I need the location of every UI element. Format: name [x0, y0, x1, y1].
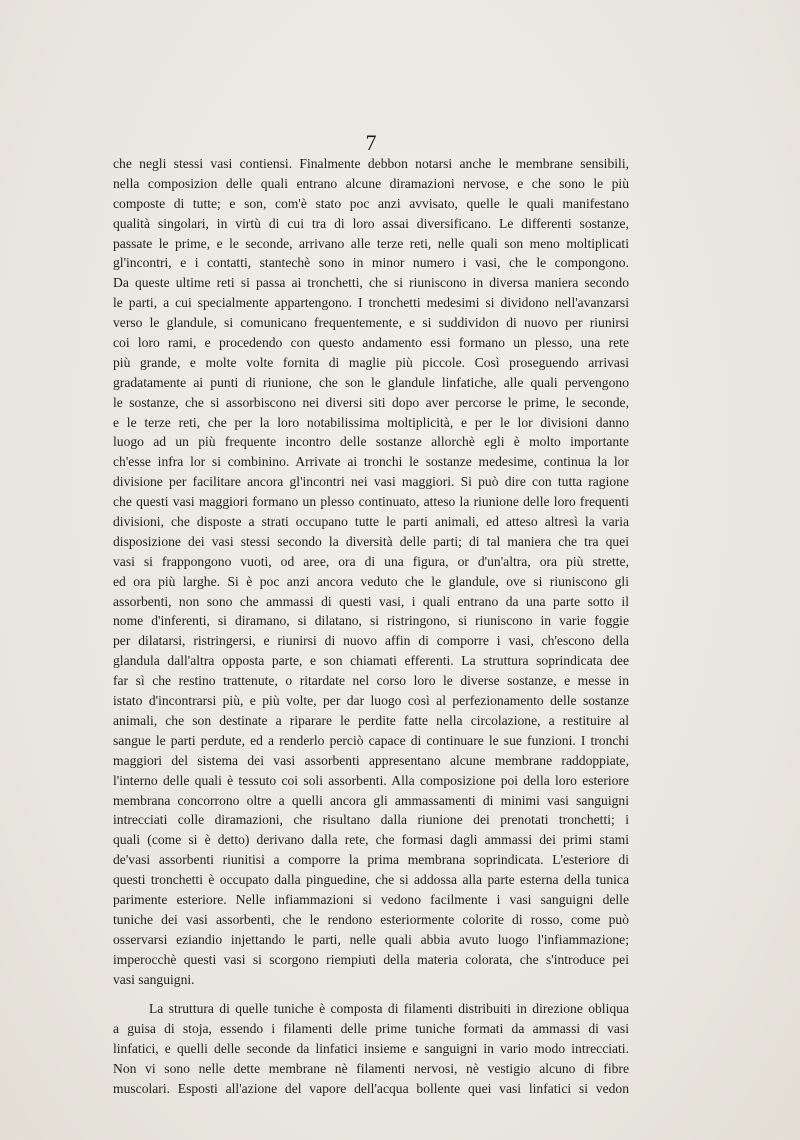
- text-line: far sì che restino trattenute, o ritardate nel corso loro le diverse sostanze, e messe in: [113, 673, 629, 689]
- text-line: verso le glandule, si comunicano frequentemente, e si suddividon di nuovo per riunirsi: [113, 315, 629, 331]
- text-line: ch'esse infra lor si combinino. Arrivate ai tronchi le sostanze medesime, continua la lor: [113, 454, 629, 470]
- text-line: intrecciati colle diramazioni, che risultano dalla riunione dei prenotati tronchetti; i: [113, 812, 629, 828]
- text-line: vasi sanguigni.: [113, 971, 195, 987]
- text-line: animali, che son destinate a riparare le perdite fatte nella circolazione, a restituire al: [113, 712, 629, 728]
- text-line: l'interno delle quali è tessuto coi soli assorbenti. Alla composizione poi della loro esteriore: [113, 772, 629, 788]
- text-line: nome d'inferenti, si diramano, si dilatano, si ristringono, si riuniscono in varie foggie: [113, 613, 629, 629]
- text-line: luogo ad un più frequente incontro delle sostanze allorchè egli è molto importante: [113, 434, 629, 450]
- paragraph: [113, 154, 629, 989]
- text-line: quali (come si è detto) derivano dalla rete, che formasi dagli ammassi dei primi stami: [113, 832, 629, 848]
- text-line: questi tronchetti è occupato dalla pinguedine, che si addossa alla parte esterna della tunica: [113, 872, 629, 888]
- text-line: muscolari. Esposti all'azione del vapore dell'acqua bollente quei vasi linfatici si vedon: [113, 1080, 629, 1096]
- text-line: divisione per facilitare ancora gl'incontri nei vasi maggiori. Si può dire con tutta ragione: [113, 474, 629, 490]
- body-text: [113, 154, 629, 1099]
- text-line: sangue le parti perdute, ed a renderlo perciò capace di continuare le sue funzioni. I tronchi: [113, 732, 629, 748]
- text-line: che questi vasi maggiori formano un plesso continuato, atteso la riunione delle loro frequenti: [113, 494, 629, 510]
- text-line: de'vasi assorbenti riunitisi a comporre la prima membrana soprindicata. L'esteriore di: [113, 852, 629, 868]
- text-line: disposizione dei vasi stessi secondo la diversità delle parti; di tal maniera che tra quei: [113, 533, 629, 549]
- text-line: divisioni, che disposte a strati occupano tutte le parti animali, ed atteso altresì la varia: [113, 514, 629, 530]
- text-line: gradatamente ai punti di riunione, che son le glandule linfatiche, alle quali pervengono: [113, 374, 629, 390]
- text-line: vasi si frappongono vuoti, od aree, ora di una figura, or d'un'altra, ora più strette,: [113, 553, 629, 569]
- text-line: le parti, a cui specialmente appartengono. I tronchetti medesimi si dividono nell'avanzarsi: [113, 295, 629, 311]
- paragraph-gap: [113, 989, 629, 999]
- text-line: ed ora più larghe. Si è poc anzi ancora veduto che le glandule, ove si riuniscono gli: [113, 573, 629, 589]
- text-line: le sostanze, che si assorbiscono nei diversi siti dopo aver percorse le prime, le seconde,: [113, 394, 629, 410]
- text-line: e le terze reti, che per la loro notabilissima moltiplicità, e per le lor divisioni danno: [113, 414, 629, 430]
- text-line: tuniche dei vasi assorbenti, che le rendono esteriormente colorite di rosso, come può: [113, 911, 629, 927]
- text-line: parimente esteriore. Nelle infiammazioni si vedono facilmente i vasi sanguigni delle: [113, 891, 629, 907]
- text-line: membrana concorrono oltre a quelli ancora gli ammassamenti di minimi vasi sanguigni: [113, 792, 629, 808]
- text-line: imperocchè questi vasi si scorgono riempiuti della materia colorata, che s'introduce pei: [113, 951, 629, 967]
- text-line: a guisa di stoja, essendo i filamenti delle prime tuniche formati da ammassi di vasi: [113, 1021, 629, 1037]
- text-line: La struttura di quelle tuniche è composta di filamenti distribuiti in direzione obliqua: [149, 1001, 629, 1017]
- text-line: passate le prime, e le seconde, arrivano alle terze reti, nelle quali son meno moltiplicati: [113, 235, 629, 251]
- text-line: Non vi sono nelle dette membrane nè filamenti nervosi, nè vestigio alcuno di fibre: [113, 1061, 629, 1077]
- text-line: Da queste ultime reti si passa ai tronchetti, che si riuniscono in diversa maniera secondo: [113, 275, 629, 291]
- text-line: composte di tutte; e son, com'è stato poc anzi avvisato, quelle le quali manifestano: [113, 195, 629, 211]
- text-line: istato d'incontrarsi più, e più volte, per dar luogo così al perfezionamento delle sostanze: [113, 693, 629, 709]
- text-line: linfatici, e quelli delle seconde da linfatici insieme e sanguigni in vario modo intrecciati.: [113, 1041, 629, 1057]
- text-line: glandula dall'altra opposta parte, e son chiamati efferenti. La struttura soprindicata dee: [113, 653, 629, 669]
- text-line: per dilatarsi, ristringersi, e riunirsi di nuovo affin di comporre i vasi, ch'escono della: [113, 633, 629, 649]
- text-line: osservarsi eziandio injettando le parti, nelle quali abbia avuto luogo l'infiammazione;: [113, 931, 629, 947]
- text-line: più grande, e molte volte fornita di maglie più piccole. Così proseguendo arrivasi: [113, 354, 629, 370]
- text-line: che negli stessi vasi contiensi. Finalmente debbon notarsi anche le membrane sensibili,: [113, 156, 629, 171]
- text-line: gl'incontri, e i contatti, stantechè sono in minor numero i vasi, che le compongono.: [113, 255, 629, 271]
- paragraph: [113, 999, 629, 1098]
- text-line: qualità singolari, in virtù di cui tra di loro assai diversificano. Le differenti sostanze,: [113, 215, 629, 231]
- text-line: nella composizion delle quali entrano alcune diramazioni nervose, e che sono le più: [113, 175, 629, 191]
- text-line: assorbenti, non sono che ammassi di questi vasi, i quali entrano da una parte sotto il: [113, 593, 629, 609]
- text-line: coi loro rami, e procedendo con questo andamento essi formano un plesso, una rete: [113, 335, 629, 351]
- page-number: 7: [365, 130, 377, 155]
- text-line: maggiori del sistema dei vasi assorbenti appresentano alcune membrane raddoppiate,: [113, 752, 629, 768]
